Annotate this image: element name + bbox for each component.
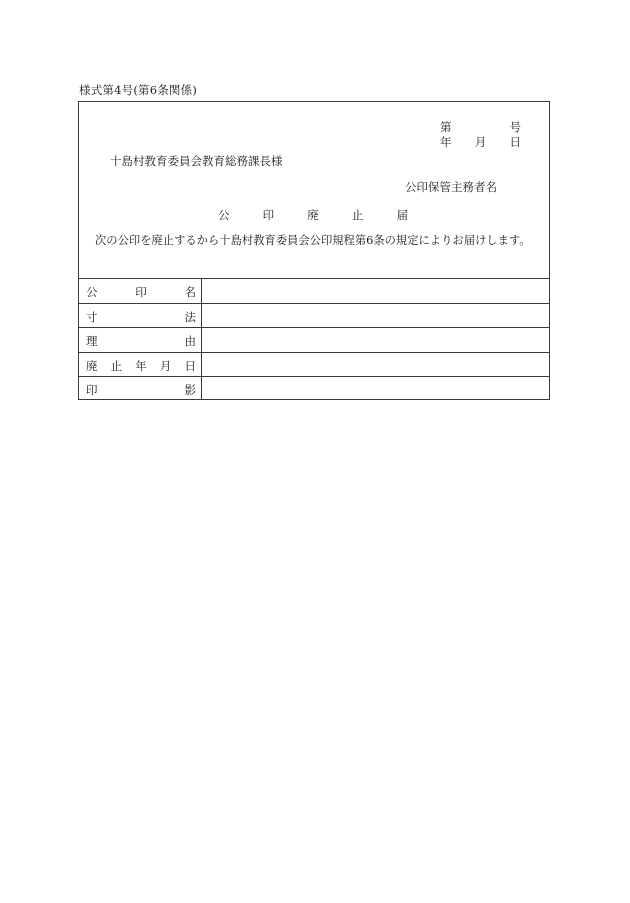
title-char: 止: [351, 208, 364, 222]
title-char: 届: [396, 208, 408, 222]
table-row: [79, 279, 549, 303]
date-day: 日: [509, 135, 521, 149]
notification-form: [78, 101, 550, 400]
addressee: 十島村教育委員会教育総務課長様: [110, 154, 283, 168]
document-date-line: [440, 134, 521, 150]
row-label-reason: 理 由: [86, 334, 196, 348]
form-number-label: 様式第4号(第6条関係): [79, 83, 198, 97]
number-suffix: 号: [509, 120, 521, 134]
table-row: [79, 328, 549, 352]
number-prefix: 第: [440, 120, 452, 134]
form-header-section: [79, 102, 549, 278]
table-row: [79, 353, 549, 377]
applicant-name-label: 公印保管主務者名: [405, 180, 497, 194]
title-char: 印: [262, 208, 275, 222]
details-table: [79, 278, 549, 400]
body-text: 次の公印を廃止するから十島村教育委員会公印規程第6条の規定によりお届けします。: [95, 234, 531, 247]
seal-impression-value[interactable]: [202, 377, 549, 401]
row-label-dimensions: 寸 法: [86, 310, 196, 324]
seal-name-value[interactable]: [202, 279, 549, 303]
reason-value[interactable]: [202, 328, 549, 352]
date-month: 月: [474, 135, 487, 149]
form-title: [218, 207, 408, 223]
dimensions-value[interactable]: [202, 304, 549, 328]
document-number-line: [440, 119, 521, 135]
title-char: 公: [218, 208, 230, 222]
title-char: 廃: [307, 208, 319, 222]
row-label-seal-impression: 印 影: [86, 383, 196, 397]
date-year: 年: [440, 135, 452, 149]
row-label-seal-name: 公 印 名: [86, 285, 196, 299]
row-label-abolition-date: 廃 止 年 月 日: [86, 359, 196, 373]
abolition-date-value[interactable]: [202, 353, 549, 377]
table-row: [79, 377, 549, 401]
table-row: [79, 304, 549, 328]
